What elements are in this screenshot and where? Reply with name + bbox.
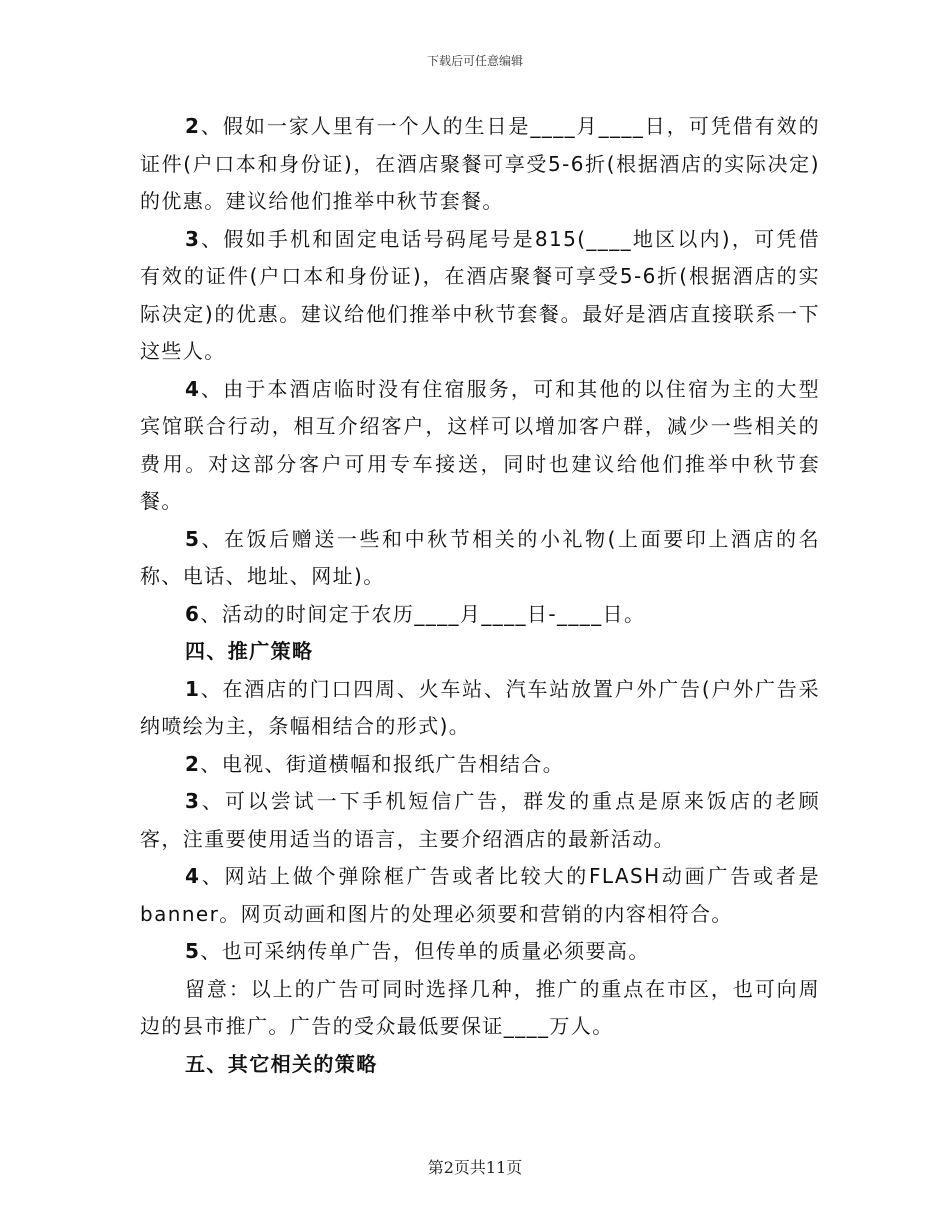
item-number: 6 xyxy=(185,601,201,626)
item-number: 5 xyxy=(185,526,201,551)
item-number: 1 xyxy=(185,676,201,701)
item-text: 、在酒店的门口四周、火车站、汽车站放置户外广告(户外广告采纳喷绘为主，条幅相结合的形式)。 xyxy=(140,676,820,738)
list-item xyxy=(140,221,820,371)
item-text: 、网站上做个弹除框广告或者比较大的FLASH动画广告或者是banner。网页动画和图片的处理必须要和营销的内容相符合。 xyxy=(140,864,820,926)
item-number: 4 xyxy=(185,864,201,888)
note-paragraph: 留意：以上的广告可同时选择几种，推广的重点在市区，也可向周边的县市推广。广告的受众最低要保证____万人。 xyxy=(140,976,820,1038)
page-header: 下载后可任意编辑 xyxy=(426,54,523,68)
item-text: 、电视、街道横幅和报纸广告相结合。 xyxy=(200,751,565,776)
item-number: 2 xyxy=(185,751,201,776)
list-item xyxy=(140,108,820,221)
item-text: 、由于本酒店临时没有住宿服务，可和其他的以住宿为主的大型宾馆联合行动，相互介绍客户，这样可以增加客户群，减少一些相关的费用。对这部分客户可用专车接送，同时也建议给他们推举中秋节套餐。 xyxy=(140,376,820,513)
item-text: 、假如一家人里有一个人的生日是____月____日，可凭借有效的证件(户口本和身份证)，在酒店聚餐可享受5-6折(根据酒店的实际决定)的优惠。建议给他们推举中秋节套餐。 xyxy=(140,114,820,213)
list-item xyxy=(140,521,820,596)
item-number: 2 xyxy=(185,114,201,138)
item-text: 、在饭后赠送一些和中秋节相关的小礼物(上面要印上酒店的名称、电话、地址、网址)。 xyxy=(140,526,820,588)
list-item xyxy=(140,858,820,933)
list-item xyxy=(140,746,820,784)
item-number: 4 xyxy=(185,376,201,401)
section-heading: 四、推广策略 xyxy=(185,639,314,663)
item-text: 、假如手机和固定电话号码尾号是815(____地区以内)，可凭借有效的证件(户口本和身份证)，在酒店聚餐可享受5-6折(根据酒店的实际决定)的优惠。建议给他们推举中秋节套餐。最好是酒店直接联系一下这些人。 xyxy=(140,226,820,363)
item-text: 、可以尝试一下手机短信广告，群发的重点是原来饭店的老顾客，注重要使用适当的语言，主要介绍酒店的最新活动。 xyxy=(140,789,820,851)
item-number: 5 xyxy=(185,939,201,963)
list-item xyxy=(140,671,820,746)
item-number: 3 xyxy=(185,226,201,251)
item-number: 3 xyxy=(185,789,201,813)
section-heading: 五、其它相关的策略 xyxy=(185,1051,378,1076)
list-item xyxy=(140,596,820,634)
item-text: 、也可采纳传单广告，但传单的质量必须要高。 xyxy=(200,939,650,963)
item-text: 、活动的时间定于农历____月____日-____日。 xyxy=(200,601,646,626)
list-item xyxy=(140,783,820,858)
list-item xyxy=(140,371,820,521)
list-item xyxy=(140,933,820,971)
page-footer: 第2页共11页 xyxy=(427,1158,523,1177)
document-body xyxy=(140,108,820,1083)
